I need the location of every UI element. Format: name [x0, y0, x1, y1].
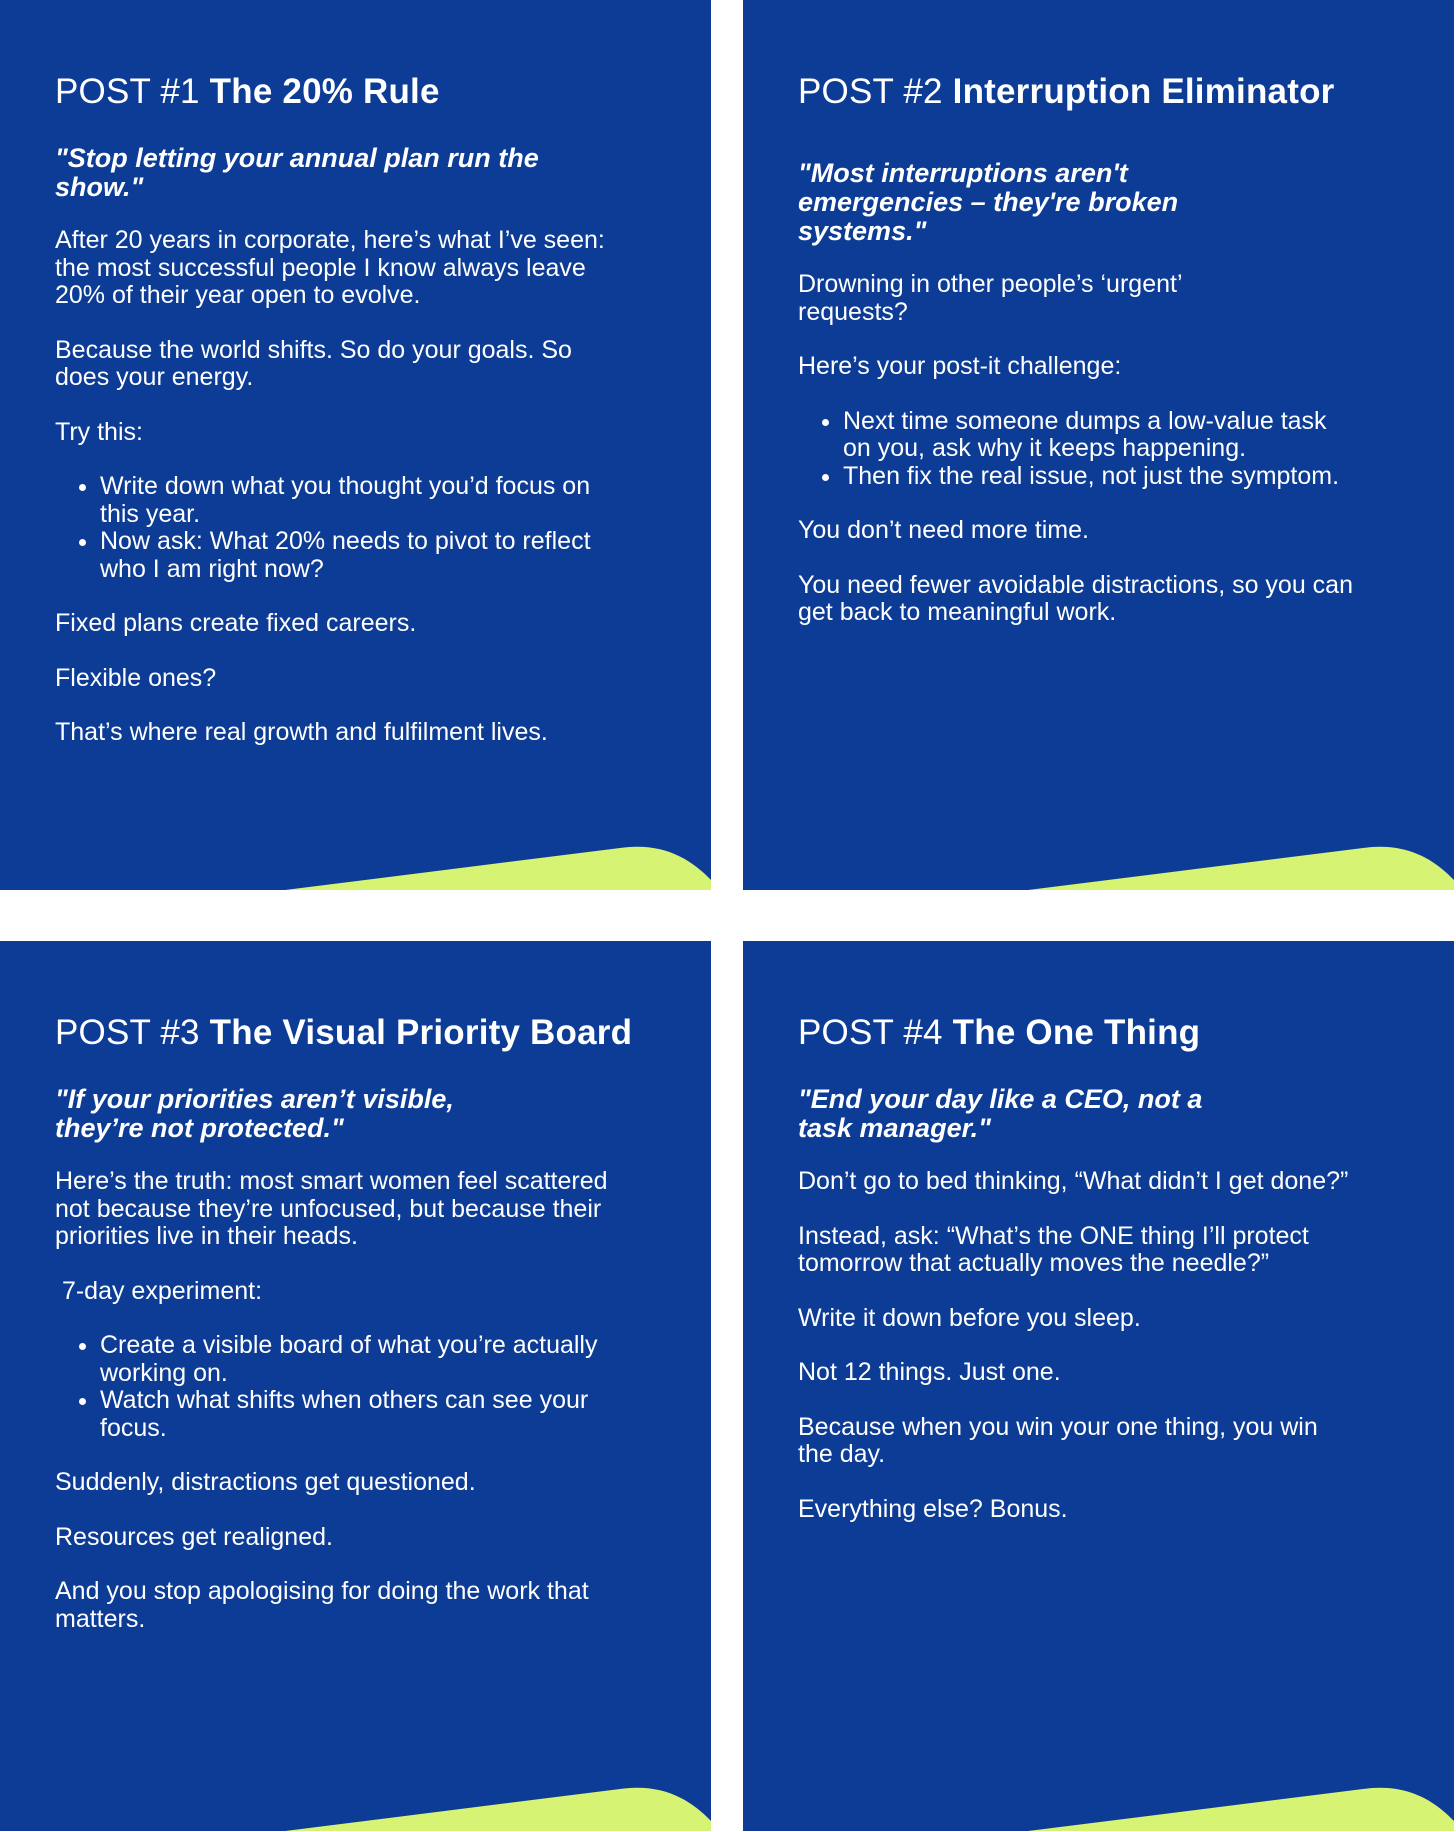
- post-card-content: [798, 70, 1398, 654]
- accent-wave: [0, 1781, 711, 1831]
- post-paragraph: And you stop apologising for doing the work that matters.: [55, 1577, 589, 1633]
- post-paragraph: You don’t need more time.: [798, 516, 1089, 544]
- post-paragraph: Here’s your post-it challenge:: [798, 352, 1122, 380]
- post-card-4: [743, 941, 1454, 1831]
- post-bullet: • Next time someone dumps a low-value task on you, ask why it keeps happening.: [843, 408, 1358, 463]
- post-paragraph: Flexible ones?: [55, 663, 217, 692]
- post-header: [798, 1011, 1398, 1055]
- post-number: POST #2: [798, 72, 943, 111]
- post-card-content: [55, 70, 655, 774]
- post-title: The 20% Rule: [209, 72, 440, 111]
- post-paragraph: Because the world shifts. So do your goals. So does your energy.: [55, 335, 572, 391]
- post-card-3: [0, 941, 711, 1831]
- post-title: The Visual Priority Board: [209, 1013, 633, 1052]
- post-paragraph: Because when you win your one thing, you win the day.: [798, 1412, 1318, 1468]
- post-paragraph: Here’s the truth: most smart women feel scattered not because they’re unfocused, but because their priorities live in their heads.: [55, 1167, 608, 1250]
- post-title: Interruption Eliminator: [952, 72, 1335, 111]
- post-paragraph: That’s where real growth and fulfilment lives.: [55, 718, 548, 746]
- post-quote: "Stop letting your annual plan run the show.": [55, 143, 539, 202]
- post-bullet-list: [798, 408, 1358, 491]
- post-paragraph: Not 12 things. Just one.: [798, 1358, 1061, 1386]
- post-quote: "Most interruptions aren't emergencies – they're broken systems.": [798, 158, 1179, 246]
- post-paragraph: Everything else? Bonus.: [798, 1494, 1068, 1523]
- post-paragraph: Write it down before you sleep.: [798, 1303, 1141, 1332]
- post-bullet: • Watch what shifts when others can see your focus.: [100, 1387, 615, 1442]
- post-body: [798, 1168, 1358, 1523]
- accent-wave: [743, 840, 1454, 890]
- post-bullet: • Write down what you thought you’d focus on this year.: [100, 473, 615, 528]
- post-number: POST #1: [55, 72, 200, 111]
- post-paragraph: Don’t go to bed thinking, “What didn’t I get done?”: [798, 1167, 1349, 1195]
- accent-wave: [0, 840, 711, 890]
- post-paragraph: Suddenly, distractions get questioned.: [55, 1468, 476, 1496]
- post-paragraph: Drowning in other people’s ‘urgent’ requests?: [798, 270, 1182, 326]
- post-number: POST #4: [798, 1013, 943, 1052]
- post-title: The One Thing: [952, 1013, 1201, 1052]
- post-paragraph: Fixed plans create fixed careers.: [55, 609, 417, 637]
- post-bullet: • Then fix the real issue, not just the symptom.: [843, 463, 1358, 491]
- post-paragraph: 7-day experiment:: [55, 1276, 263, 1305]
- post-paragraph: After 20 years in corporate, here’s what I’ve seen: the most successful people I know always leave 20% of their year open to evolve.: [55, 226, 605, 309]
- post-paragraph: You need fewer avoidable distractions, so you can get back to meaningful work.: [798, 570, 1353, 626]
- post-bullet-list: [55, 1332, 615, 1442]
- post-header: [55, 70, 655, 114]
- post-card-content: [798, 1011, 1398, 1550]
- post-paragraph: Try this:: [55, 417, 143, 446]
- post-card-2: [743, 0, 1454, 890]
- post-body: [55, 1168, 615, 1633]
- post-body: [798, 271, 1358, 627]
- post-paragraph: Instead, ask: “What’s the ONE thing I’ll protect tomorrow that actually moves the needle?”: [798, 1221, 1309, 1277]
- post-quote: "If your priorities aren’t visible, they’re not protected.": [55, 1084, 454, 1143]
- post-body: [55, 227, 615, 747]
- post-bullet: • Now ask: What 20% needs to pivot to reflect who I am right now?: [100, 528, 615, 583]
- post-number: POST #3: [55, 1013, 200, 1052]
- post-header: [798, 70, 1398, 114]
- post-bullet: • Create a visible board of what you’re actually working on.: [100, 1332, 615, 1387]
- post-paragraph: Resources get realigned.: [55, 1522, 333, 1551]
- post-quote: "End your day like a CEO, not a task manager.": [798, 1084, 1203, 1143]
- post-card-content: [55, 1011, 655, 1660]
- post-bullet-list: [55, 473, 615, 583]
- post-card-1: [0, 0, 711, 890]
- post-header: [55, 1011, 655, 1055]
- accent-wave: [743, 1781, 1454, 1831]
